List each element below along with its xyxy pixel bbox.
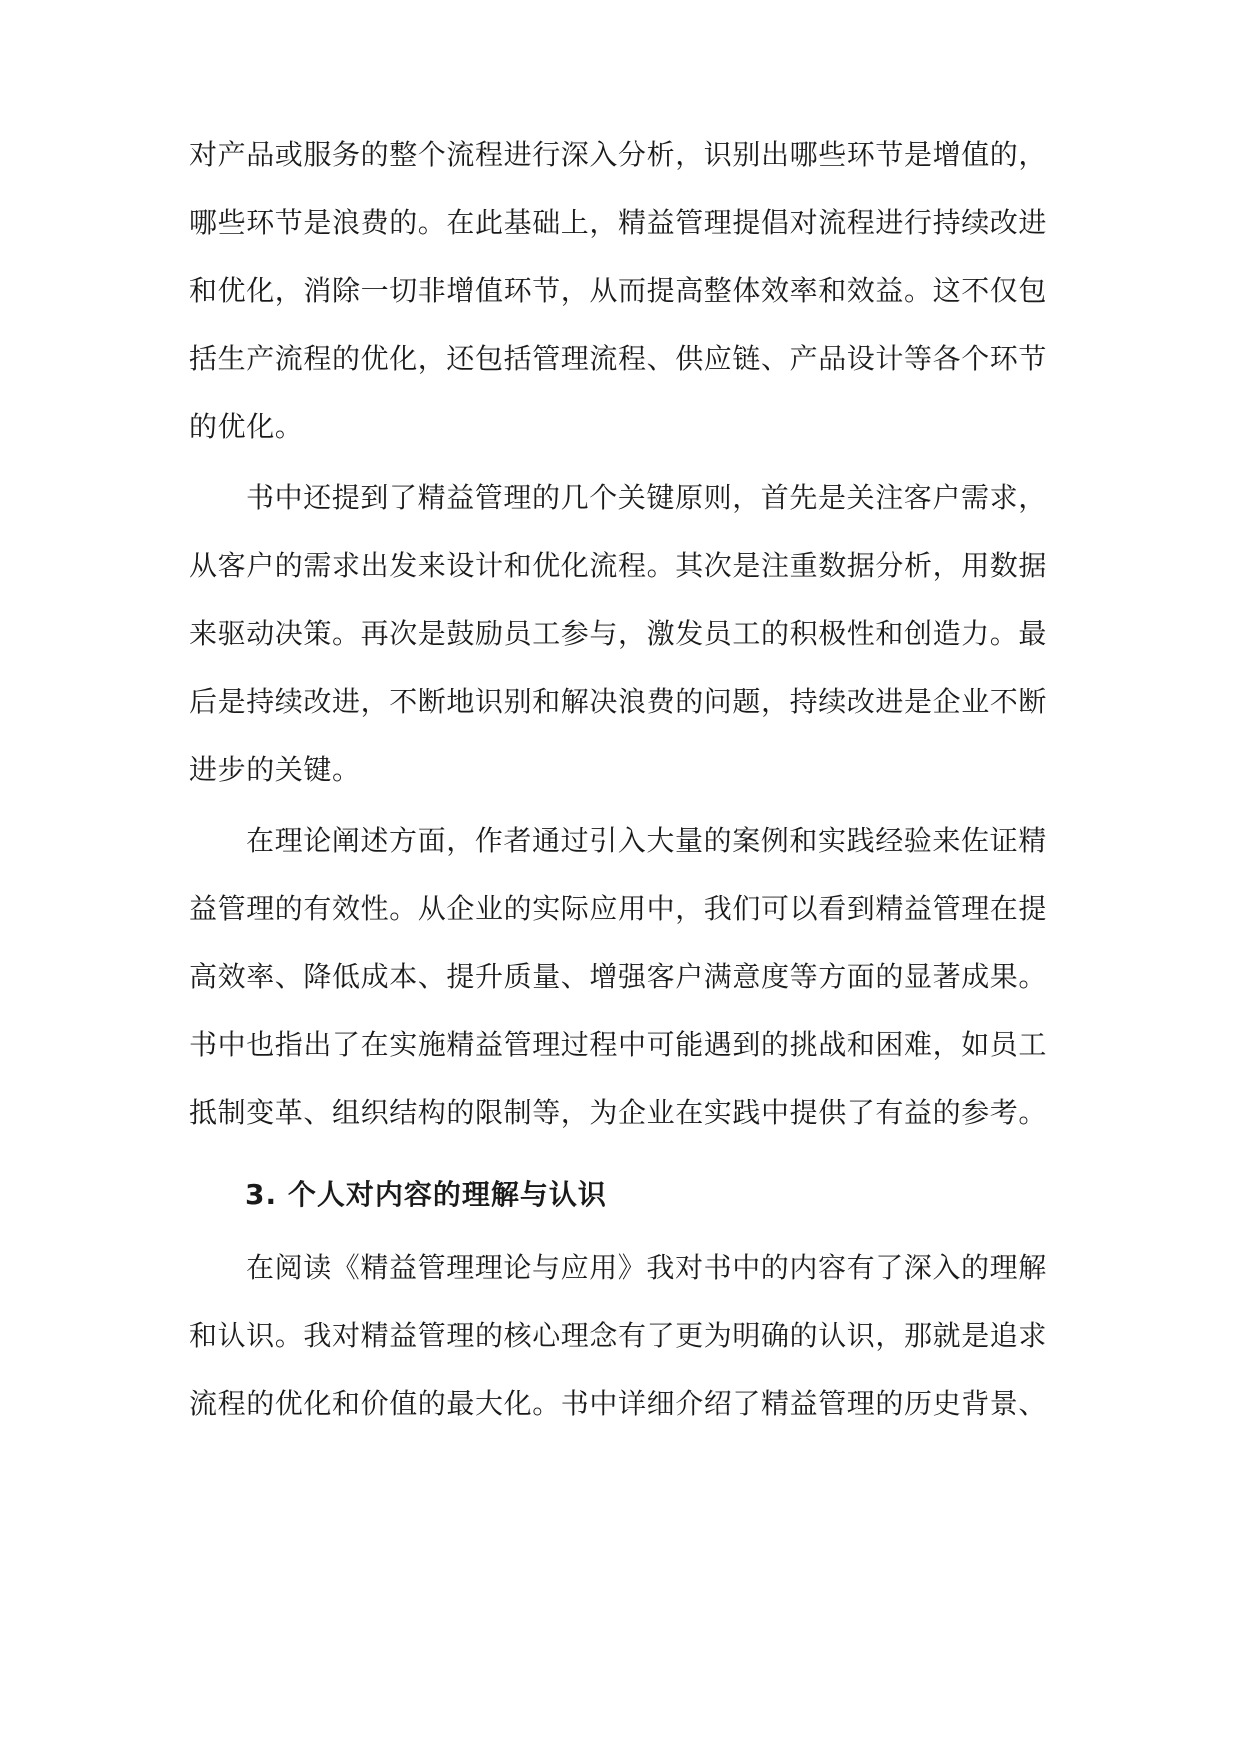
paragraph-2-line-3: 来驱动决策。再次是鼓励员工参与，激发员工的积极性和创造力。最: [189, 617, 1048, 650]
paragraph-3-line-2: 益管理的有效性。从企业的实际应用中，我们可以看到精益管理在提: [189, 892, 1048, 925]
paragraph-3-line-3: 高效率、降低成本、提升质量、增强客户满意度等方面的显著成果。: [189, 960, 1048, 993]
paragraph-1-line-1: 对产品或服务的整个流程进行深入分析，识别出哪些环节是增值的，: [189, 138, 1048, 171]
paragraph-2-line-5: 进步的关键。: [189, 753, 361, 786]
paragraph-3-line-4: 书中也指出了在实施精益管理过程中可能遇到的挑战和困难，如员工: [189, 1028, 1048, 1061]
paragraph-2-line-1: 书中还提到了精益管理的几个关键原则，首先是关注客户需求，: [246, 481, 1047, 514]
paragraph-1-line-4: 括生产流程的优化，还包括管理流程、供应链、产品设计等各个环节: [189, 342, 1048, 375]
paragraph-2-line-2: 从客户的需求出发来设计和优化流程。其次是注重数据分析，用数据: [189, 549, 1048, 582]
section-heading: 3. 个人对内容的理解与认识: [245, 1178, 607, 1211]
paragraph-4-line-3: 流程的优化和价值的最大化。书中详细介绍了精益管理的历史背景、: [189, 1387, 1048, 1420]
paragraph-3-line-1: 在理论阐述方面，作者通过引入大量的案例和实践经验来佐证精: [246, 824, 1047, 857]
paragraph-1-line-2: 哪些环节是浪费的。在此基础上，精益管理提倡对流程进行持续改进: [189, 206, 1048, 239]
paragraph-4-line-1: 在阅读《精益管理理论与应用》我对书中的内容有了深入的理解: [246, 1251, 1047, 1284]
paragraph-2-line-4: 后是持续改进，不断地识别和解决浪费的问题，持续改进是企业不断: [189, 685, 1048, 718]
paragraph-3-line-5: 抵制变革、组织结构的限制等，为企业在实践中提供了有益的参考。: [189, 1096, 1048, 1129]
paragraph-4-line-2: 和认识。我对精益管理的核心理念有了更为明确的认识，那就是追求: [189, 1319, 1048, 1352]
paragraph-1-line-5: 的优化。: [189, 410, 304, 443]
paragraph-1-line-3: 和优化，消除一切非增值环节，从而提高整体效率和效益。这不仅包: [189, 274, 1048, 307]
